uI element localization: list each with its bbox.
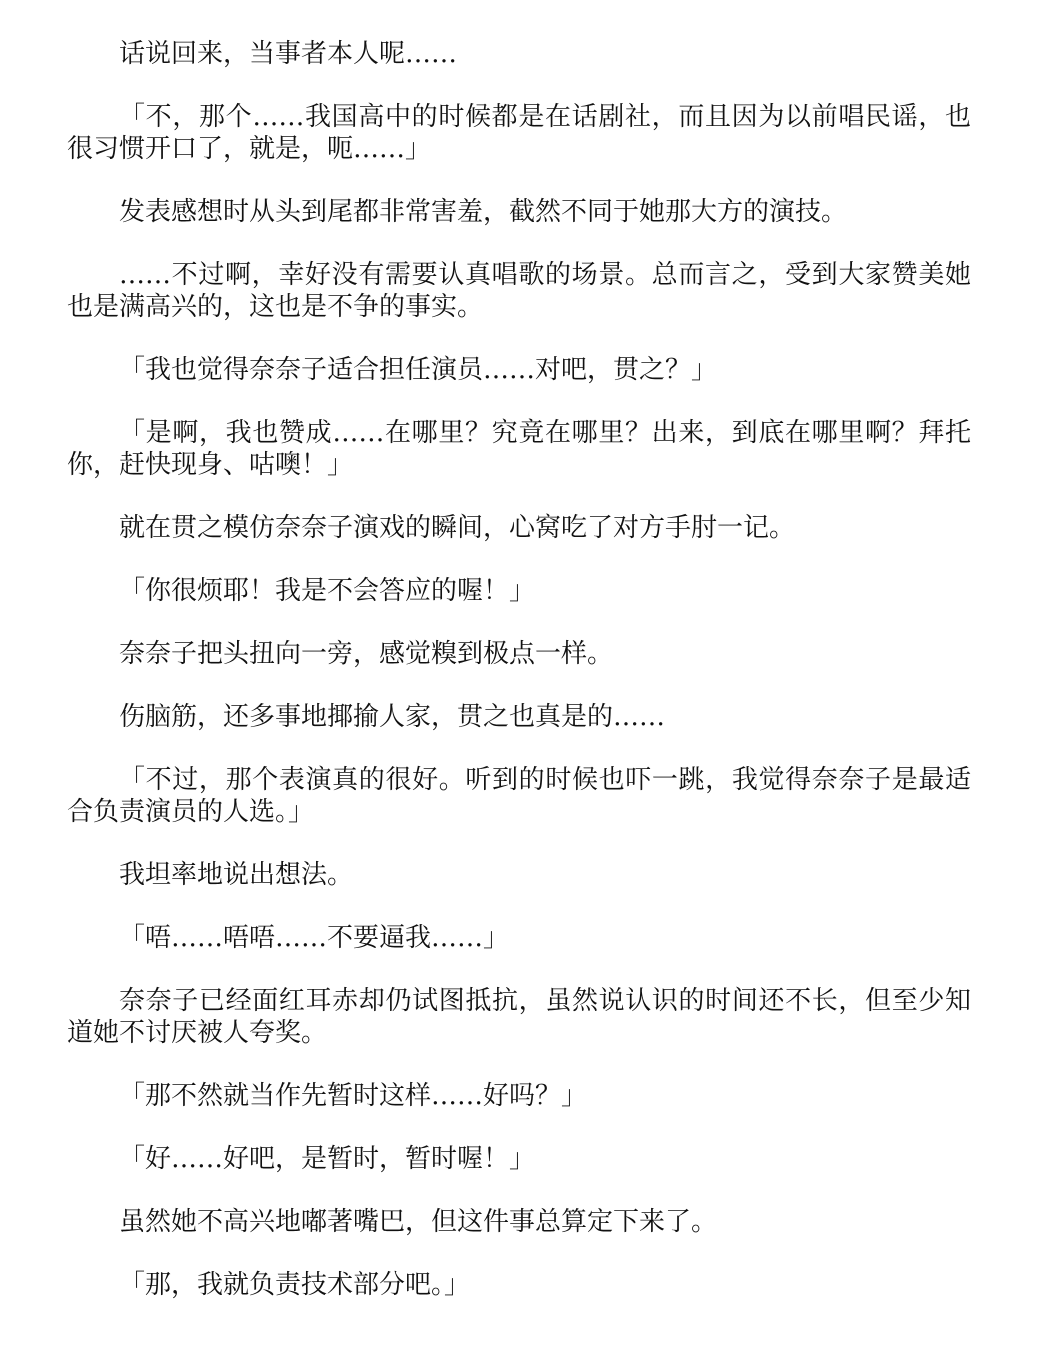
- paragraph: ……不过啊，幸好没有需要认真唱歌的场景。总而言之，受到大家赞美她也是满高兴的，这也是不争的事实。: [67, 260, 971, 322]
- paragraph: 话说回来，当事者本人呢……: [119, 39, 458, 69]
- paragraph: 奈奈子已经面红耳赤却仍试图抵抗，虽然说认识的时间还不长，但至少知道她不讨厌被人夸奖。: [67, 986, 971, 1048]
- paragraph: 就在贯之模仿奈奈子演戏的瞬间，心窝吃了对方手肘一记。: [119, 513, 796, 543]
- paragraph: 「是啊，我也赞成……在哪里？究竟在哪里？出来，到底在哪里啊？拜托你，赶快现身、咕噢！」: [67, 418, 971, 480]
- paragraph: 「不，那个……我国高中的时候都是在话剧社，而且因为以前唱民谣，也很习惯开口了，就是，呃……」: [67, 102, 971, 164]
- paragraph: 「好……好吧，是暂时，暂时喔！」: [119, 1144, 536, 1174]
- paragraph: 发表感想时从头到尾都非常害羞，截然不同于她那大方的演技。: [119, 197, 848, 227]
- paragraph: 我坦率地说出想法。: [119, 860, 354, 890]
- paragraph: 「不过，那个表演真的很好。听到的时候也吓一跳，我觉得奈奈子是最适合负责演员的人选。」: [67, 765, 971, 827]
- paragraph: 伤脑筋，还多事地揶揄人家，贯之也真是的……: [119, 702, 666, 732]
- paragraph: 奈奈子把头扭向一旁，感觉糗到极点一样。: [119, 639, 614, 669]
- paragraph: 「我也觉得奈奈子适合担任演员……对吧，贯之？」: [119, 355, 718, 385]
- paragraph: 「你很烦耶！我是不会答应的喔！」: [119, 576, 536, 606]
- paragraph: 「那，我就负责技术部分吧。」: [119, 1270, 471, 1300]
- paragraph: 「唔……唔唔……不要逼我……」: [119, 923, 510, 953]
- document-page: [67, 38, 971, 1301]
- paragraph: 虽然她不高兴地嘟著嘴巴，但这件事总算定下来了。: [119, 1207, 718, 1237]
- paragraph: 「那不然就当作先暂时这样……好吗？」: [119, 1081, 588, 1111]
